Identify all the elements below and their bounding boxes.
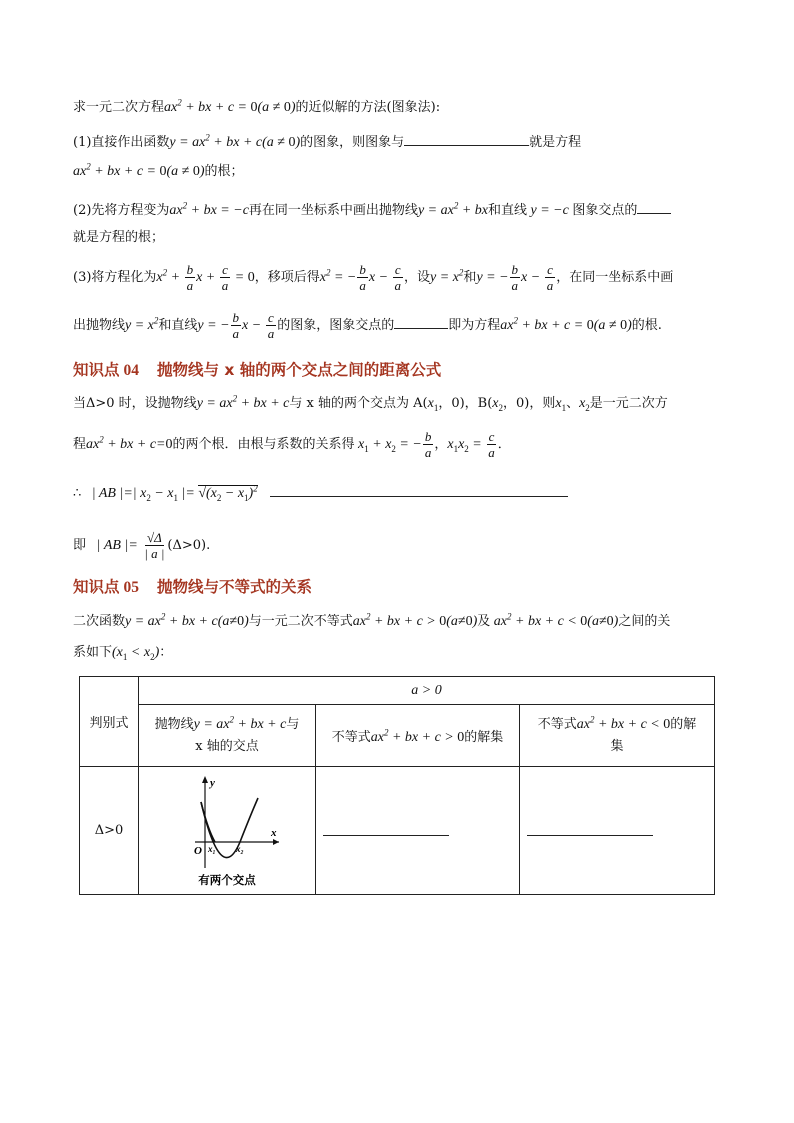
inequality-line1-prefix: 二次函数 — [73, 614, 126, 629]
intro-line: 求一元二次方程$ax^2$ + bx + c = 0(a ≠ 0)的近似解的方法(图象法): — [73, 97, 441, 115]
method3-line2-mid1: 和直线 — [158, 318, 198, 333]
frac-c-a: $\frac{c}{a}$ — [221, 262, 229, 293]
blank-6[interactable] — [527, 821, 653, 836]
header-col1: 抛物线$y = ax^2$ + bx + c与 x 轴的交点 — [139, 705, 316, 767]
graph-caption: 有两个交点 — [198, 872, 256, 887]
distance-line1: 当Δ>0 时，设抛物线$y = ax^2$ + bx + c与 x 轴的两个交点为 $A(x_1$，0)，$B(x_2$，0)，则$x_1$、$x_2$是一元二次方 — [73, 393, 668, 413]
graph-cell — [139, 767, 316, 895]
distance-line2: 程$ax^2$ + bx + c=0的两个根．由根与系数的关系得 $x_1 + x_2$ = − $\frac{b}{a}$ ，$x_1x_2$ = $\frac{c}{a}$ ． — [73, 429, 511, 460]
col3-suffix: 的解 — [670, 716, 697, 732]
x2-label: x₂ — [236, 843, 244, 854]
col1-prefix: 抛物线 — [154, 716, 194, 732]
header-discriminant: 判别式 — [80, 677, 139, 767]
col3-prefix: 不等式 — [537, 716, 577, 732]
method3-end: ，在同一坐标系中画 — [556, 270, 674, 285]
ie-label: 即 — [73, 538, 87, 553]
method2-prefix: (2)先将方程变为 — [73, 203, 170, 218]
header-col3: 不等式$ax^2$ + bx + c < 0的解 集 — [520, 705, 715, 767]
method3-line2-mid2: 的图象，图象交点的 — [277, 318, 395, 333]
blank-1[interactable] — [404, 131, 529, 146]
method1-prefix: (1)直接作出函数 — [73, 135, 170, 150]
col2-suffix: 的解集 — [464, 729, 504, 745]
method2-mid2: 和直线 — [487, 203, 527, 218]
method1-end: 就是方程 — [529, 135, 582, 150]
distance-line2-prefix: 程 — [73, 437, 87, 452]
col1-suffix: 与 — [286, 716, 300, 732]
section-04-title: 抛物线与 x 轴的两个交点之间的距离公式 — [157, 361, 442, 379]
method1-line2: $ax^2$ + bx + c = 0(a ≠ 0)的根； — [73, 161, 244, 179]
section-05-title: 抛物线与不等式的关系 — [157, 578, 313, 596]
method3-line2-prefix: 出抛物线 — [73, 318, 126, 333]
section-05-label: 知识点 — [73, 578, 120, 596]
distance-line2-mid: 的两个根．由根与系数的关系得 — [172, 437, 355, 452]
distance-line4: 即 | AB |= $\frac{√\Delta}{| a |}$ (Δ>0). — [73, 530, 211, 561]
col2-prefix: 不等式 — [331, 729, 371, 745]
therefore-symbol: ∴ — [73, 486, 82, 501]
section-04-label: 知识点 — [73, 361, 120, 379]
blank-2[interactable] — [637, 199, 671, 214]
relation-table — [79, 676, 715, 895]
inequality-line1-mid2: 及 — [477, 614, 491, 629]
inequality-line2-prefix: 系如下 — [73, 645, 113, 660]
y-axis-arrow — [202, 776, 208, 783]
method3-line1: (3)将方程化为$x^2$ + $\frac{b}{a}$ x + $\frac{c}{a}$ = 0，移项后得$x^2$ = − $\frac{b}{a}$ x − $\frac{c}{a}$ ，设$y = x^2$和y = − $\frac{b}{a}$ x − $\frac{c}{a}$ ，在同一坐标系中画 — [73, 262, 674, 293]
method3-prefix: (3)将方程化为 — [73, 270, 157, 285]
section-05-number: 05 — [123, 579, 140, 596]
header-col2: 不等式$ax^2$ + bx + c > 0的解集 — [316, 705, 520, 767]
row-label-delta: Δ>0 — [80, 767, 139, 895]
method1-mid: 的图象，则图象与 — [300, 135, 405, 150]
method3-mid3: 和 — [463, 270, 477, 285]
y-label: y — [210, 776, 215, 789]
section-05-heading — [73, 575, 312, 597]
inequality-line2-end: ： — [159, 645, 173, 660]
origin-label: O — [194, 844, 202, 857]
method1-line2-end: 的根； — [204, 164, 244, 179]
inequality-line1-end: 之间的关 — [618, 614, 671, 629]
frac-b-a: $\frac{b}{a}$ — [186, 262, 194, 293]
distance-line1-mid3: ，0)，则 — [503, 396, 556, 411]
method2-line2: 就是方程的根； — [73, 230, 165, 245]
inequality-line2: 系如下$(x_1 < x_2)$： — [73, 645, 173, 662]
method2-line1: (2)先将方程变为$ax^2$ + bx = −c再在同一坐标系中画出抛物线$y = ax^2$ + bx和直线 y = −c 图象交点的 — [73, 199, 671, 221]
method3-line2-mid3: 即为方程 — [448, 318, 501, 333]
intro-suffix: 的近似解的方法(图象法): — [295, 100, 441, 115]
inequality-line1: 二次函数$y = ax^2$ + bx + c(a≠0)与一元二次不等式$ax^2$ + bx + c > 0(a≠0)及 $ax^2$ + bx + c < 0(a≠0)之间的关 — [73, 611, 671, 629]
method1-line1: (1)直接作出函数$y = ax^2$ + bx + c(a ≠ 0)的图象，则图象与 就是方程 — [73, 132, 582, 150]
inequality-line1-mid: 与一元二次不等式 — [248, 614, 353, 629]
blank-3[interactable] — [394, 314, 448, 329]
parabola-graph — [167, 772, 287, 890]
distance-line1-mid2: ，0)，B( — [438, 396, 493, 411]
header-a-positive: a > 0 — [139, 677, 715, 705]
section-04-heading — [73, 358, 441, 380]
solution-cell-greater — [316, 767, 520, 895]
method2-mid1: 再在同一坐标系中画出抛物线 — [248, 203, 418, 218]
distance-line3: ∴ | AB |=| $x_2 - x_1$ |= $√(x_2 - x_1)^2$ — [73, 482, 568, 504]
method3-line2-end: 的根. — [631, 318, 662, 333]
distance-line1-end: 是一元二次方 — [589, 396, 668, 411]
col3-line2: 集 — [610, 738, 624, 754]
delta-condition: (Δ>0). — [167, 538, 211, 553]
blank-5[interactable] — [323, 821, 449, 836]
x-axis-arrow — [273, 839, 279, 845]
solution-cell-less — [520, 767, 715, 895]
x1-label: x₁ — [208, 843, 216, 854]
method2-mid3: 图象交点的 — [572, 203, 638, 218]
method3-mid1: ，移项后得 — [254, 270, 320, 285]
distance-line1-prefix: 当Δ>0 时，设抛物线 — [73, 396, 197, 411]
method3-line2: 出抛物线$y = x^2$和直线y = − $\frac{b}{a}$ x − $\frac{c}{a}$ 的图象，图象交点的 即为方程$ax^2$ + bx + c = 0(a ≠ 0)的根. — [73, 310, 662, 341]
distance-line1-mid: 与 x 轴的两个交点为 A( — [289, 396, 428, 411]
x-label: x — [271, 826, 277, 839]
method3-mid2: ，设 — [404, 270, 431, 285]
blank-4[interactable] — [270, 482, 568, 497]
intro-prefix: 求一元二次方程 — [73, 100, 165, 115]
section-04-number: 04 — [123, 362, 140, 379]
col1-line2: x 轴的交点 — [195, 738, 259, 754]
parabola-left — [201, 802, 215, 842]
